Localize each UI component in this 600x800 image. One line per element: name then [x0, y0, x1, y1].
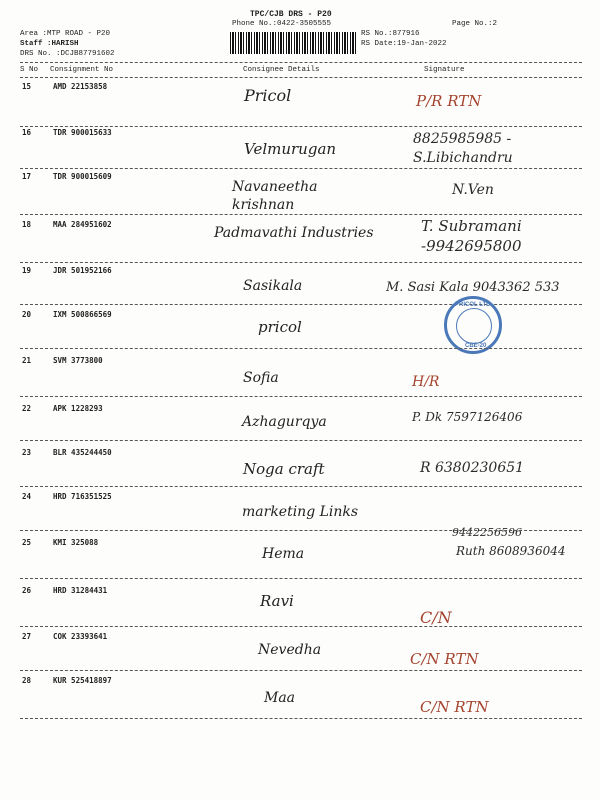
- row-signature: R 6380230651: [420, 460, 525, 476]
- row-divider: [20, 396, 582, 397]
- row-divider: [20, 530, 582, 531]
- row-divider: [20, 670, 582, 671]
- row-sno: 16: [22, 128, 32, 137]
- row-sno: 22: [22, 404, 32, 413]
- row-consignee: marketing Links: [242, 504, 359, 520]
- row-consignee: pricol: [258, 318, 302, 336]
- row-consignment: COK 23393641: [53, 632, 108, 641]
- row-divider: [20, 486, 582, 487]
- row-consignee: Navaneetha krishnan: [232, 179, 318, 213]
- doc-title: TPC/CJB DRS - P20: [250, 10, 332, 19]
- rs-number: RS No.:877916: [361, 30, 420, 38]
- row-consignee: Velmurugan: [244, 140, 337, 158]
- row-sno: 23: [22, 448, 32, 457]
- header-rule: [20, 62, 582, 63]
- row-divider: [20, 262, 582, 263]
- column-rule: [20, 77, 582, 78]
- row-sno: 25: [22, 538, 32, 547]
- row-divider: [20, 578, 582, 579]
- row-divider: [20, 214, 582, 215]
- rs-date: RS Date:19-Jan-2022: [361, 40, 447, 48]
- row-signature: M. Sasi Kala 9043362 533: [386, 280, 560, 295]
- row-consignment: JDR 501952166: [53, 266, 112, 275]
- row-divider: [20, 126, 582, 127]
- drs-number: DRS No. :DCJB87791602: [20, 50, 115, 58]
- row-consignment: TDR 900015609: [53, 172, 112, 181]
- row-consignment: KMI 325088: [53, 538, 99, 547]
- row-consignment: TDR 900015633: [53, 128, 112, 137]
- row-consignee: Pricol: [244, 86, 292, 105]
- row-consignment: HRD 716351525: [53, 492, 112, 501]
- row-consignee: Ravi: [260, 592, 294, 610]
- row-consignee: Maa: [264, 690, 296, 706]
- barcode: [230, 32, 356, 54]
- row-consignee: Sofia: [243, 370, 279, 386]
- row-signature: H/R: [412, 374, 440, 390]
- row-signature: T. Subramani -9942695800: [421, 217, 522, 255]
- row-consignee: Hema: [262, 546, 305, 562]
- row-consignee: Sasikala: [243, 278, 303, 294]
- row-signature: P/R RTN: [416, 92, 482, 110]
- staff-label: Staff :HARISH: [20, 40, 79, 48]
- area-label: Area :MTP ROAD - P20: [20, 30, 111, 38]
- row-signature: N.Ven: [452, 182, 494, 198]
- row-divider: [20, 348, 582, 349]
- col-consignee: Consignee Details: [243, 66, 320, 74]
- company-stamp: [444, 296, 502, 354]
- col-signature: Signature: [424, 66, 465, 74]
- row-divider: [20, 304, 582, 305]
- row-sno: 24: [22, 492, 32, 501]
- row-sno: 27: [22, 632, 32, 641]
- row-signature: C/N RTN: [410, 650, 479, 668]
- row-signature: 8825985985 -S.Libichandru: [413, 131, 513, 166]
- row-sno: 19: [22, 266, 32, 275]
- stamp-inner-ring: [456, 308, 492, 344]
- row-sno: 21: [22, 356, 32, 365]
- row-consignment: AMD 22153858: [53, 82, 108, 91]
- row-signature: 9442256596: [452, 526, 522, 539]
- row-signature: Ruth 8608936044: [456, 544, 566, 558]
- row-consignment: SVM 3773800: [53, 356, 103, 365]
- row-consignee: Noga craft: [243, 460, 325, 478]
- row-signature: C/N RTN: [420, 698, 489, 716]
- row-consignment: KUR 525418897: [53, 676, 112, 685]
- row-signature: P. Dk 7597126406: [412, 410, 523, 424]
- row-sno: 18: [22, 220, 32, 229]
- row-consignment: IXM 500866569: [53, 310, 112, 319]
- row-sno: 20: [22, 310, 32, 319]
- row-consignee: Nevedha: [258, 642, 322, 658]
- row-consignment: APK 1228293: [53, 404, 103, 413]
- row-consignment: BLR 435244450: [53, 448, 112, 457]
- row-sno: 17: [22, 172, 32, 181]
- row-divider: [20, 440, 582, 441]
- row-signature: C/N: [420, 608, 452, 627]
- row-sno: 26: [22, 586, 32, 595]
- col-sno: S No: [20, 66, 39, 74]
- row-divider: [20, 168, 582, 169]
- row-sno: 15: [22, 82, 32, 91]
- row-sno: 28: [22, 676, 32, 685]
- row-divider: [20, 718, 582, 719]
- row-divider: [20, 626, 582, 627]
- phone-number: Phone No.:0422-3505555: [232, 20, 332, 28]
- row-consignment: HRD 31284431: [53, 586, 108, 595]
- col-consignment: Consignment No: [50, 66, 114, 74]
- row-consignee: Azhagurqya: [242, 414, 327, 430]
- stamp-top-text: PRICOL LTD: [455, 302, 491, 308]
- page-number: Page No.:2: [452, 20, 498, 28]
- stamp-bottom-text: CBE-20: [465, 343, 487, 349]
- row-consignment: MAA 284951602: [53, 220, 112, 229]
- row-consignee: Padmavathi Industries: [214, 225, 374, 241]
